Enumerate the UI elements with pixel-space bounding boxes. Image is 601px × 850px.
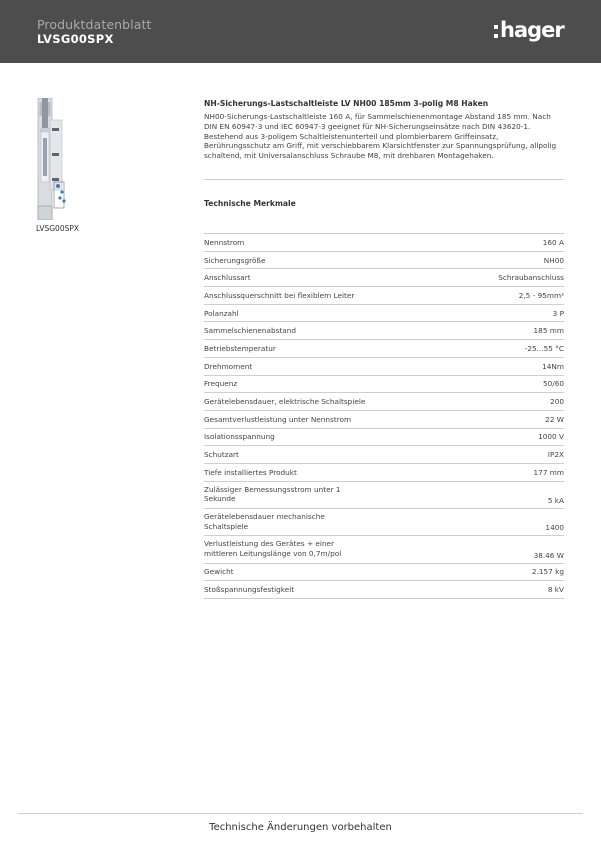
spec-value: 3 P bbox=[552, 308, 564, 318]
spec-row bbox=[204, 358, 564, 376]
spec-row bbox=[204, 429, 564, 447]
spec-table bbox=[204, 233, 564, 599]
spec-row bbox=[204, 305, 564, 323]
spec-label-line: Sekunde bbox=[204, 494, 236, 504]
description-line: Bestehend aus 3-poligem Schaltleistenunterteil und plombierbarem Griffeinsatz, bbox=[204, 131, 499, 141]
spec-label-line: Gewicht bbox=[204, 567, 234, 577]
image-caption: LVSG00SPX bbox=[36, 224, 80, 233]
spec-label bbox=[204, 585, 294, 594]
spec-value: 5 kA bbox=[547, 495, 564, 505]
spec-value: 2,5 - 95mm² bbox=[518, 290, 564, 300]
spec-label bbox=[204, 309, 239, 318]
spec-label bbox=[204, 397, 365, 406]
spec-label bbox=[204, 273, 251, 282]
spec-label bbox=[204, 344, 276, 353]
spec-label-line: Sicherungsgröße bbox=[204, 255, 266, 265]
spec-label-line: Isolationsspannung bbox=[204, 432, 275, 442]
spec-value: 1400 bbox=[545, 523, 564, 533]
description-line: NH00-Sicherungs-Lastschaltleiste 160 A, für Sammelschienenmontage Abstand 185 mm. Nach bbox=[204, 112, 551, 121]
spec-label bbox=[204, 326, 296, 335]
fuse-switch-strip-image bbox=[36, 98, 74, 220]
spec-label bbox=[204, 468, 297, 477]
section-divider bbox=[204, 179, 564, 180]
spec-row bbox=[204, 340, 564, 358]
spec-value: -25...55 °C bbox=[524, 343, 564, 353]
spec-row bbox=[204, 411, 564, 429]
logo-dots-icon bbox=[494, 25, 498, 38]
spec-label-line: Stoßspannungsfestigkeit bbox=[204, 585, 295, 595]
spec-row bbox=[204, 446, 564, 464]
description-line: Berührungsschutz am Griff, mit verschiebbarem Klarsichtfenster zur Spannungsprüfung, allpolig bbox=[204, 141, 557, 151]
spec-value: IP2X bbox=[547, 450, 564, 460]
spec-value: 177 mm bbox=[533, 467, 564, 477]
spec-label bbox=[204, 238, 244, 247]
spec-label-line: Schaltspiele bbox=[204, 521, 249, 531]
spec-row bbox=[204, 234, 564, 252]
spec-label bbox=[204, 379, 237, 388]
spec-row bbox=[204, 509, 564, 536]
spec-row bbox=[204, 581, 564, 599]
spec-value: 160 A bbox=[542, 237, 564, 247]
spec-label-line: Polanzahl bbox=[204, 308, 239, 318]
footer-note: Technische Änderungen vorbehalten bbox=[209, 822, 392, 833]
spec-value: 2.157 kg bbox=[531, 567, 564, 577]
spec-row bbox=[204, 252, 564, 270]
hager-logo bbox=[494, 17, 564, 43]
spec-label bbox=[204, 432, 275, 441]
spec-label bbox=[204, 536, 341, 562]
document-type: Produktdatenblatt bbox=[37, 17, 152, 32]
spec-label-line: Gerätelebensdauer mechanische bbox=[204, 511, 325, 521]
spec-label bbox=[204, 482, 341, 508]
product-illustration-icon bbox=[36, 98, 74, 220]
spec-label bbox=[204, 362, 252, 371]
spec-value: Schraubanschluss bbox=[498, 273, 564, 283]
document-id: LVSG00SPX bbox=[37, 32, 114, 46]
spec-label bbox=[204, 256, 266, 265]
spec-label-line: mittleren Leitungslänge von 0,7m/pol bbox=[204, 548, 342, 558]
product-description bbox=[204, 112, 564, 161]
spec-label-line: Verlustleistung des Gerätes + einer bbox=[204, 539, 335, 549]
spec-label-line: Gesamtverlustleistung unter Nennstrom bbox=[204, 414, 352, 424]
spec-row bbox=[204, 376, 564, 394]
spec-label-line: Zulässiger Bemessungsstrom unter 1 bbox=[204, 484, 341, 494]
description-line: DIN EN 60947-3 und IEC 60947-3 geeignet für NH-Sicherungseinsätze nach DIN 43620-1. bbox=[204, 121, 531, 131]
spec-value: 50/60 bbox=[542, 379, 564, 389]
spec-row bbox=[204, 564, 564, 582]
spec-row bbox=[204, 536, 564, 563]
spec-row bbox=[204, 269, 564, 287]
spec-value: 200 bbox=[550, 397, 564, 407]
specs-section-title: Technische Merkmale bbox=[204, 199, 296, 208]
spec-value: 14Nm bbox=[542, 361, 564, 371]
spec-label bbox=[204, 509, 325, 535]
spec-value: 185 mm bbox=[533, 326, 564, 336]
page-header bbox=[0, 0, 601, 63]
spec-label-line: Schutzart bbox=[204, 450, 239, 460]
spec-value: 38.46 W bbox=[533, 550, 564, 560]
spec-label-line: Betriebstemperatur bbox=[204, 343, 276, 353]
spec-row bbox=[204, 464, 564, 482]
spec-label-line: Anschlussart bbox=[204, 273, 251, 283]
spec-value: NH00 bbox=[543, 255, 564, 265]
spec-label-line: Anschlussquerschnitt bei flexiblem Leiter bbox=[204, 290, 355, 300]
footer-divider bbox=[18, 813, 583, 814]
spec-label bbox=[204, 415, 351, 424]
product-title: NH-Sicherungs-Lastschaltleiste LV NH00 185mm 3-polig M8 Haken bbox=[204, 99, 489, 108]
spec-label-line: Drehmoment bbox=[204, 361, 253, 371]
spec-value: 22 W bbox=[545, 414, 564, 424]
spec-label-line: Sammelschienenabstand bbox=[204, 326, 297, 336]
logo-wordmark: hager bbox=[500, 17, 564, 42]
spec-row bbox=[204, 482, 564, 509]
spec-row bbox=[204, 322, 564, 340]
spec-label bbox=[204, 450, 239, 459]
spec-label-line: Gerätelebensdauer, elektrische Schaltspiele bbox=[204, 397, 366, 407]
spec-value: 1000 V bbox=[538, 432, 564, 442]
spec-row bbox=[204, 393, 564, 411]
spec-label bbox=[204, 567, 234, 576]
spec-label-line: Nennstrom bbox=[204, 237, 245, 247]
spec-row bbox=[204, 287, 564, 305]
spec-label bbox=[204, 291, 354, 300]
spec-value: 8 kV bbox=[547, 585, 564, 595]
spec-label-line: Frequenz bbox=[204, 379, 238, 389]
description-line: schaltend, mit Universalanschluss Schraube M8, mit drehbaren Montagehaken. bbox=[204, 151, 494, 161]
spec-label-line: Tiefe installiertes Produkt bbox=[204, 467, 297, 477]
